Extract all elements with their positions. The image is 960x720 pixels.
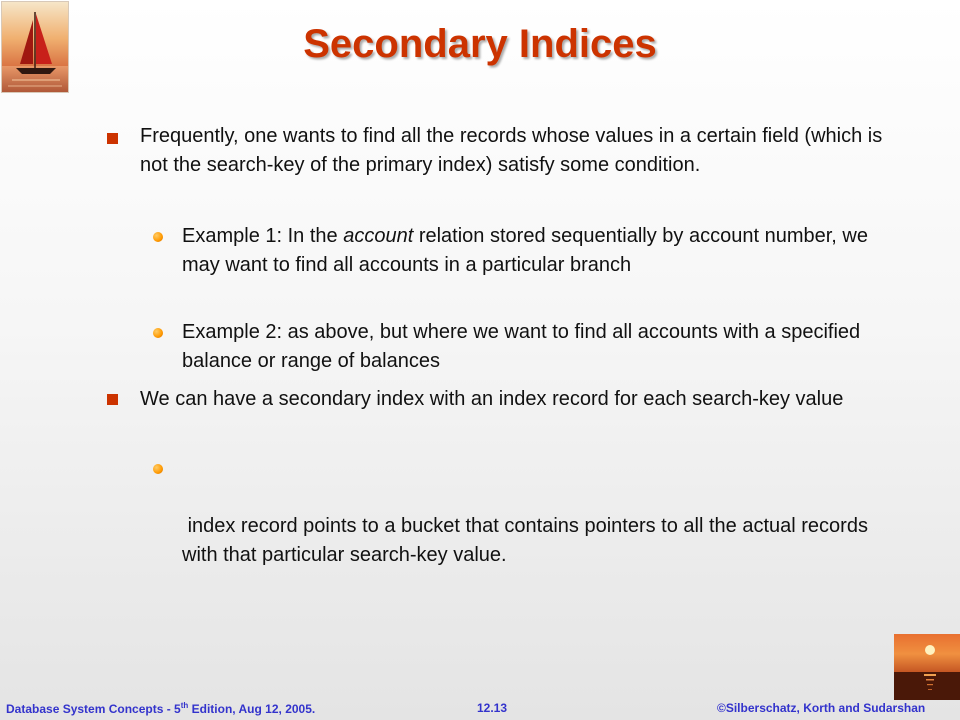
round-bullet-icon bbox=[153, 328, 163, 338]
bullet-item bbox=[140, 385, 860, 414]
footer-copyright: ©Silberschatz, Korth and Sudarshan bbox=[717, 701, 926, 715]
footer-book-info: Database System Concepts - 5th Edition, Aug 12, 2005. bbox=[6, 701, 316, 716]
sub-bullet-text: Example 2: as above, but where we want to find all accounts with a specified balance or range of balances bbox=[182, 321, 861, 372]
round-bullet-icon bbox=[153, 232, 163, 242]
sub-bullet-item bbox=[182, 454, 897, 628]
square-bullet-icon bbox=[107, 394, 118, 405]
sub-bullet-text: Example 1: In the account relation stored sequentially by account number, we may want to find all accounts in a particular branch bbox=[182, 225, 868, 276]
sub-bullet-text: index record points to a bucket that contains pointers to all the actual records with that particular search-key value. bbox=[182, 515, 874, 566]
round-bullet-icon bbox=[153, 464, 163, 474]
page-title: Secondary Indices bbox=[303, 22, 657, 66]
slide-footer bbox=[0, 700, 960, 720]
bullet-text: We can have a secondary index with an index record for each search-key value bbox=[140, 388, 844, 410]
square-bullet-icon bbox=[107, 133, 118, 144]
sub-bullet-item bbox=[182, 222, 897, 280]
bullet-item bbox=[140, 122, 900, 180]
sea-sunset-logo bbox=[894, 634, 960, 700]
footer-page-number: 12.13 bbox=[477, 701, 508, 715]
italic-term: account bbox=[343, 225, 414, 247]
sub-bullet-item bbox=[182, 318, 897, 376]
bullet-text: Frequently, one wants to find all the records whose values in a certain field (which is not the search-key of the primary index) satisfy some condition. bbox=[140, 125, 883, 176]
